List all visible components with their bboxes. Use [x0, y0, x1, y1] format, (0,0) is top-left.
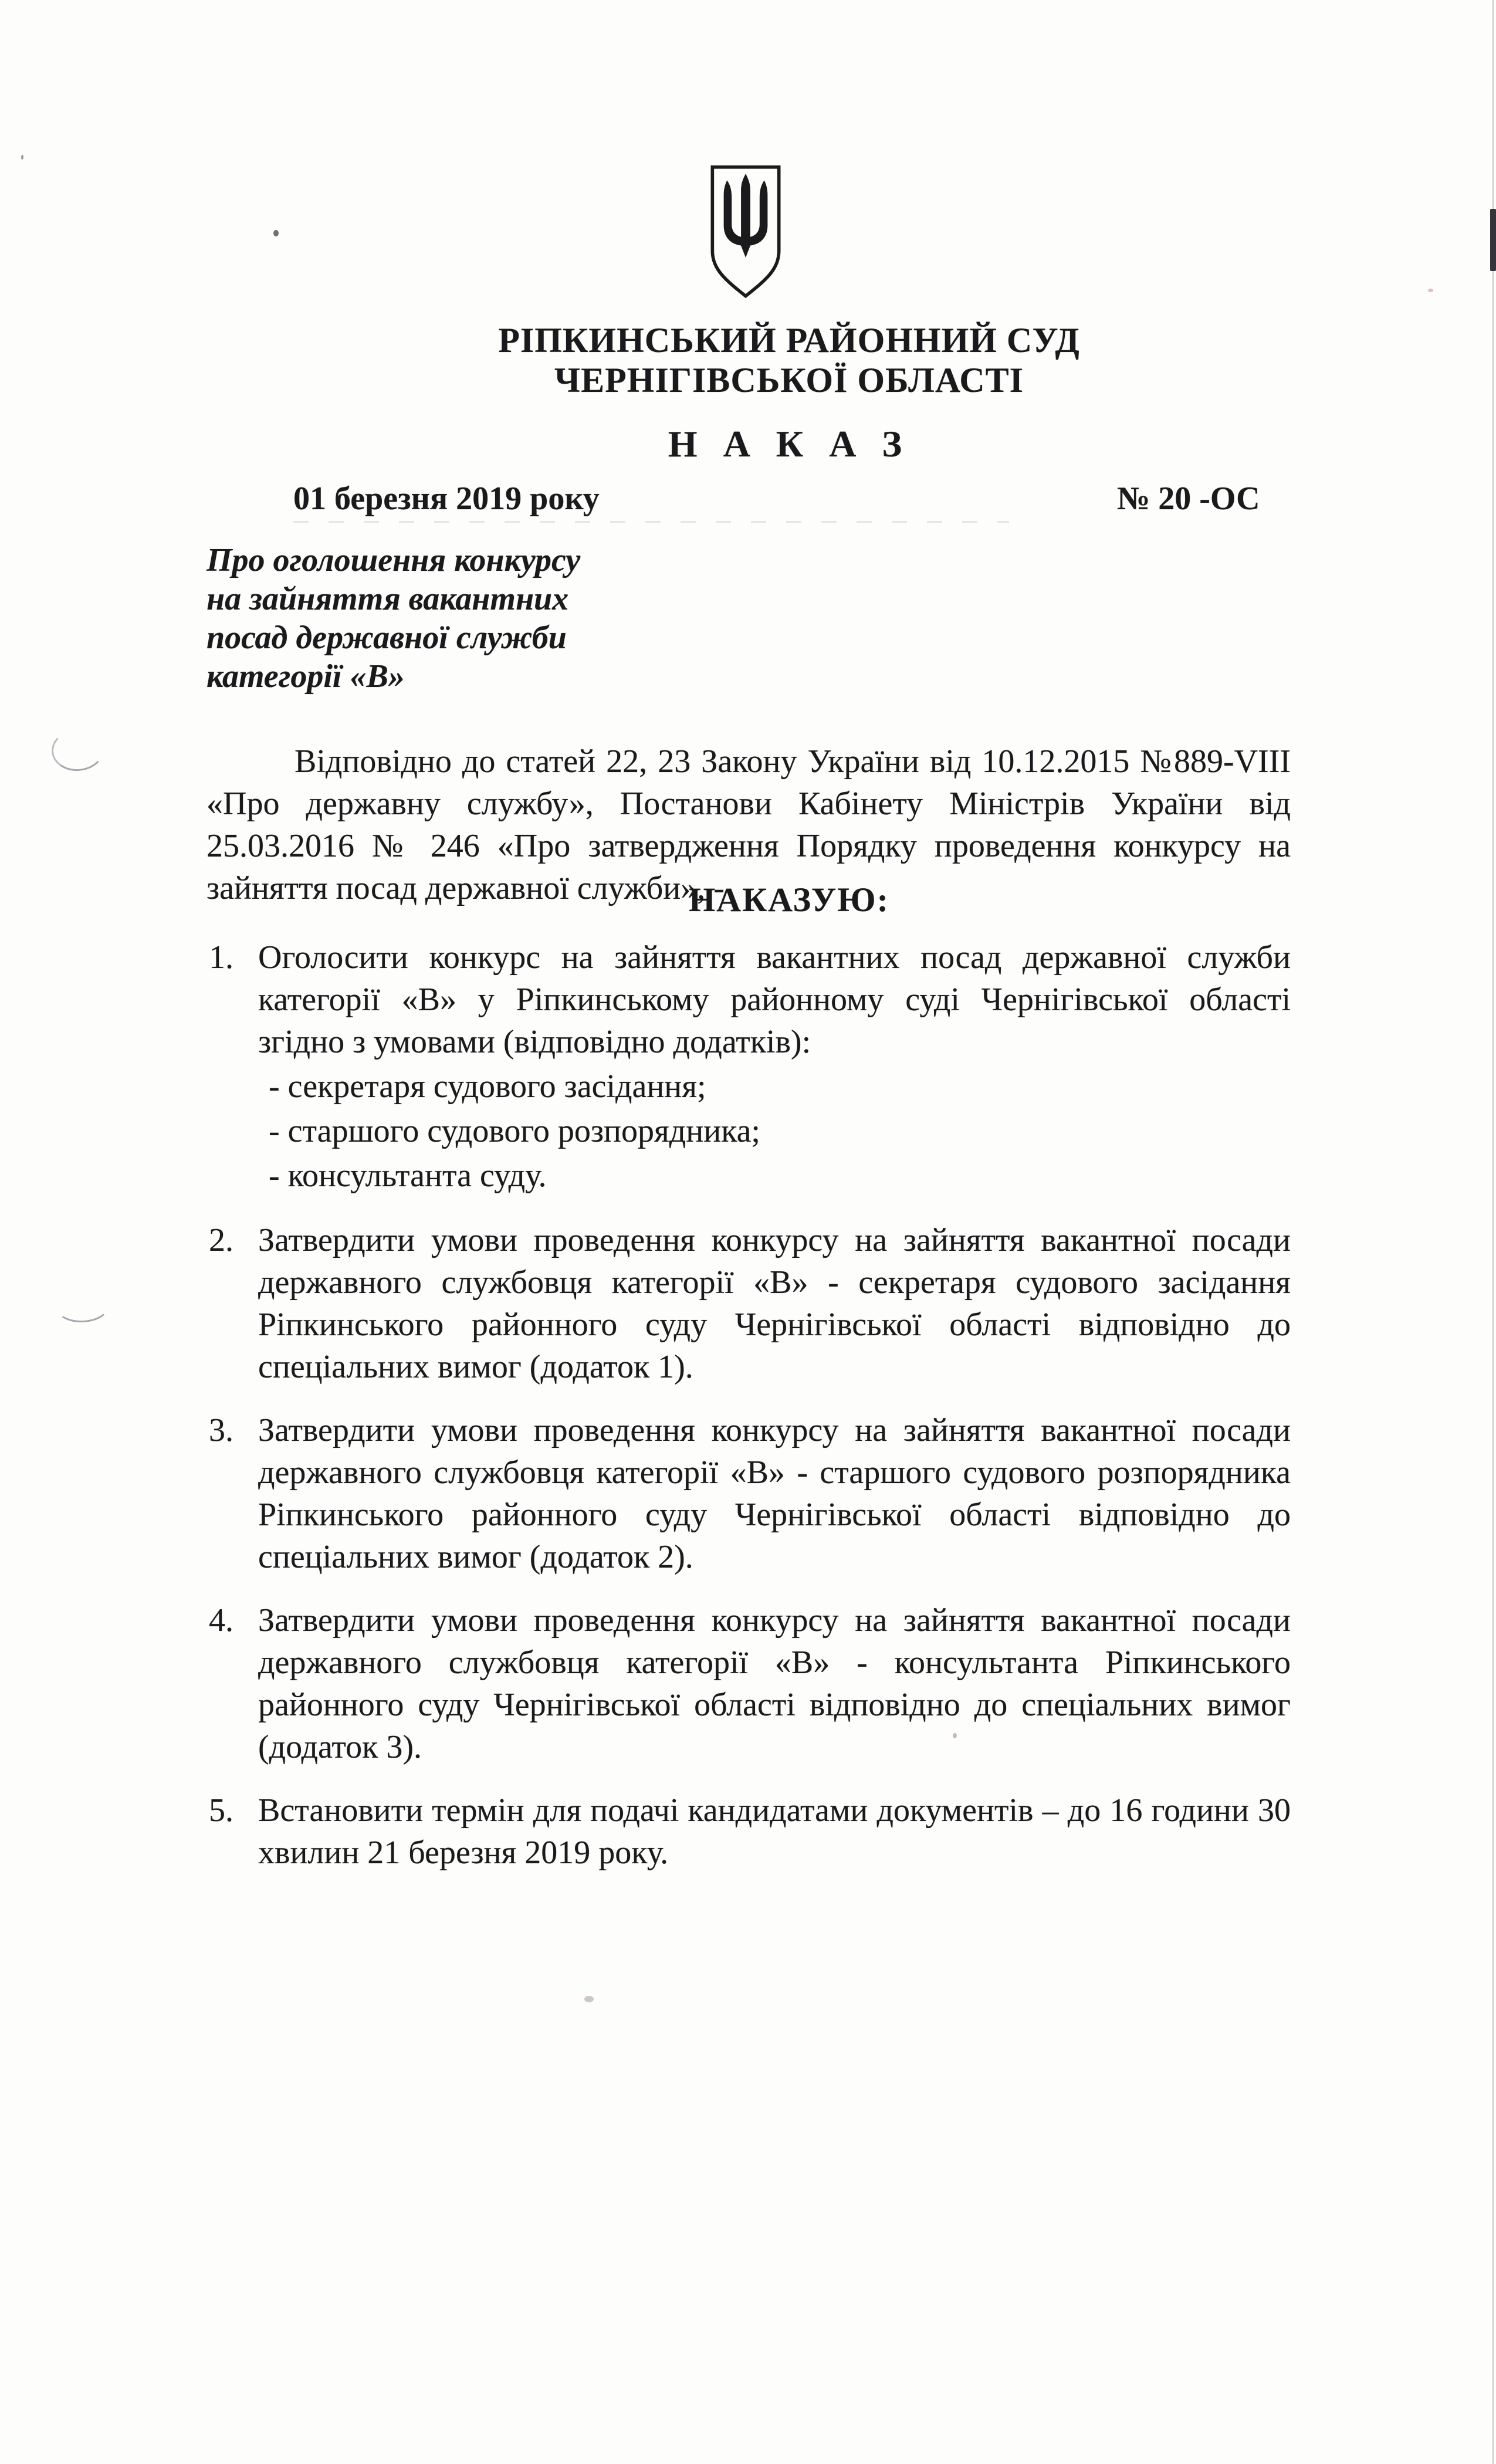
ukraine-tryzub-shield-icon: [706, 163, 786, 303]
court-name-line-1: РІПКИНСЬКИЙ РАЙОННИЙ СУД: [498, 321, 1080, 360]
item-sub-bullet: - секретаря судового засідання;: [269, 1068, 706, 1105]
order-item-5: [209, 1789, 1291, 1874]
intro-paragraph: Відповідно до статей 22, 23 Закону України від 10.12.2015 №889-VIII «Про державну службу», Постанови Кабінету Міністрів України від 25.03.2016 № 246 «Про затвердження Порядку проведення конкурсу на зайняття посад державної служби», -: [207, 743, 1291, 906]
order-number: № 20 -ОС: [1117, 480, 1260, 517]
court-name-line-2: ЧЕРНІГІВСЬКОЇ ОБЛАСТІ: [554, 361, 1024, 400]
scan-arc-mark-2: [55, 1287, 111, 1324]
item-number: 2.: [209, 1222, 233, 1258]
order-item-1: [209, 936, 1291, 1198]
scan-arc-mark-1: [49, 726, 106, 773]
item-number: 1.: [209, 939, 233, 976]
item-sub-bullet: - консультанта суду.: [269, 1157, 547, 1194]
subject-line: Про оголошення конкурсу: [207, 542, 581, 578]
order-item-3: [209, 1409, 1291, 1578]
item-text: Оголосити конкурс на зайняття вакантних посад державної служби категорії «В» у Ріпкинському районному суді Чернігівської області згідно з умовами (відповідно додатків):: [258, 939, 1291, 1060]
order-item-2: [209, 1219, 1291, 1388]
scan-speck: [1428, 289, 1433, 292]
item-text: Затвердити умови проведення конкурсу на зайняття вакантної посади державного службовця категорії «В» - секретаря судового засідання Ріпкинського районного суду Чернігівської області відповідно до спеціальних вимог (додаток 1).: [258, 1222, 1291, 1385]
order-date: 01 березня 2019 року: [293, 480, 600, 517]
item-sub-bullets: [258, 1064, 1291, 1198]
scan-edge-bar: [1490, 209, 1496, 271]
scan-speck: [21, 155, 23, 160]
order-subject: [207, 541, 735, 696]
item-sub-bullet: - старшого судового розпорядника;: [269, 1113, 760, 1149]
item-number: 3.: [209, 1412, 233, 1448]
doc-type-heading: Н А К А З: [668, 423, 911, 465]
subject-line: категорії «В»: [207, 658, 405, 695]
item-text: Встановити термін для подачі кандидатами документів – до 16 години 30 хвилин 21 березня 2019 року.: [258, 1792, 1291, 1871]
resolve-heading: НАКАЗУЮ:: [689, 881, 889, 919]
item-text: Затвердити умови проведення конкурсу на зайняття вакантної посади державного службовця категорії «В» - консультанта Ріпкинського районного суду Чернігівської області відповідно до спеціальних вимог (додаток 3).: [258, 1602, 1291, 1765]
subject-line: на зайняття вакантних: [207, 581, 569, 617]
scan-speck: [273, 230, 279, 236]
scan-streak: [293, 521, 1009, 523]
scan-speck: [584, 1996, 594, 2002]
item-text: Затвердити умови проведення конкурсу на зайняття вакантної посади державного службовця категорії «В» - старшого судового розпорядника Ріпкинського районного суду Чернігівської області відповідно до спеціальних вимог (додаток 2).: [258, 1412, 1291, 1575]
subject-line: посад державної служби: [207, 620, 567, 656]
order-item-4: [209, 1599, 1291, 1768]
item-number: 4.: [209, 1602, 233, 1639]
item-number: 5.: [209, 1792, 233, 1829]
order-items: [209, 936, 1291, 1895]
